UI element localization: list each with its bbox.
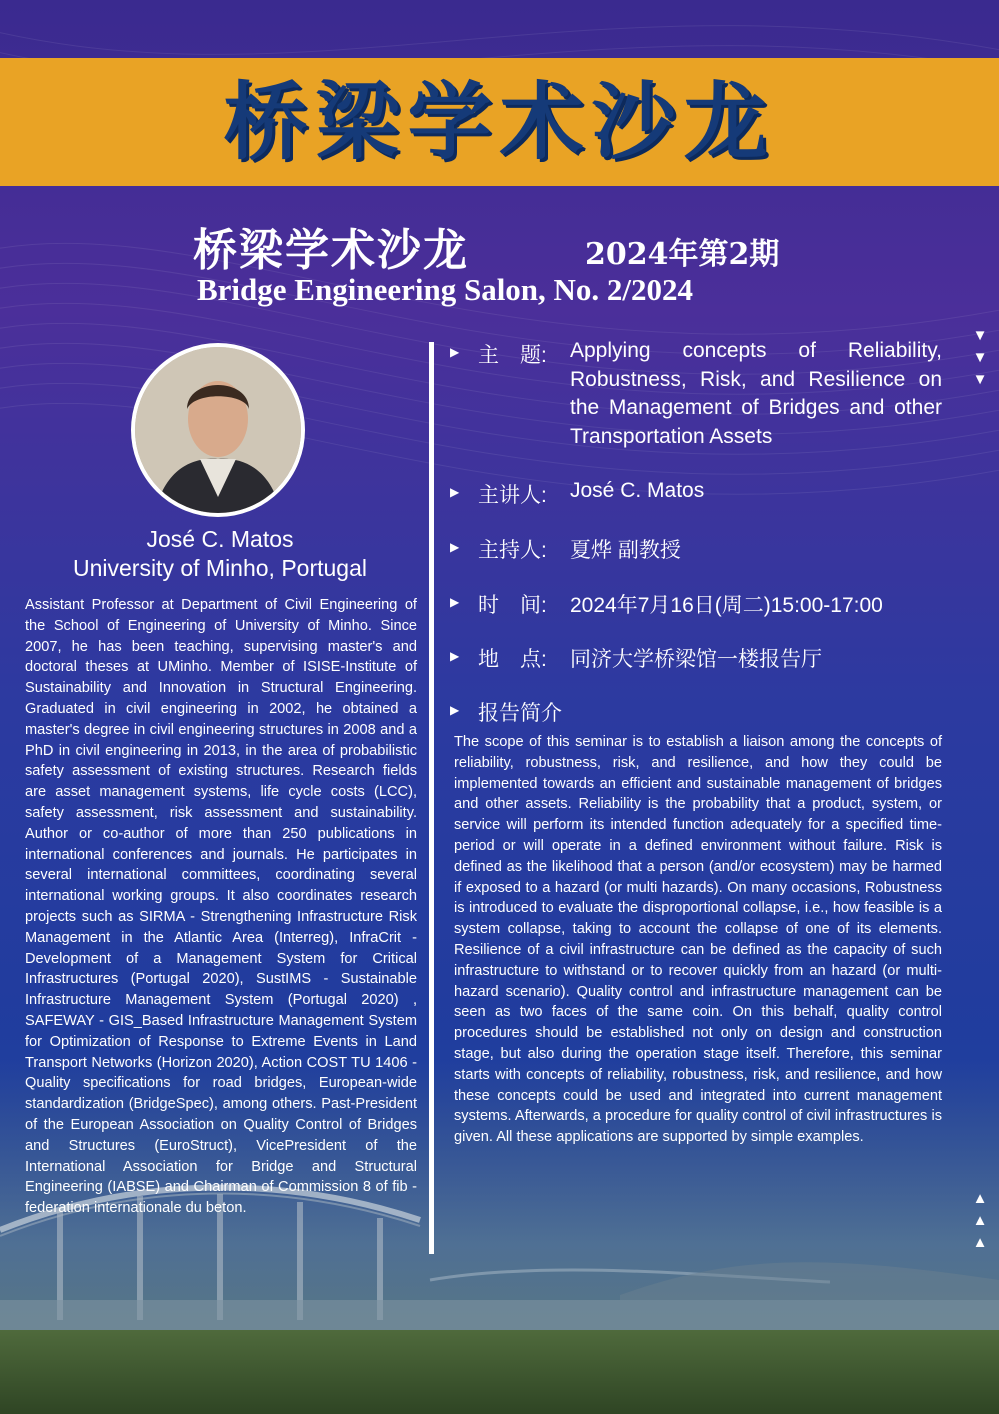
triangle-up-icon: ▲ — [972, 1190, 988, 1207]
speaker-value: José C. Matos — [570, 479, 705, 502]
abstract-label: 报告简介 — [478, 702, 562, 725]
abstract-text: The scope of this seminar is to establish a liaison among the concepts of reliability, robustness, risk, and resilience, and how they could be implemented towards an efficient and sustainable management of bridges and other assets. Reliability is the probability that a product, system, or service will perform its intended function adequately for a specified time-period or will operate in a defined environment without failure. Risk is defined as the likelihood that a person (and/or ecosystem) may be harmed if exposed to a hazard (or multi hazards). On many occasions, Robustness is introduced to evaluate the disproportional collapse, i.e., how feasible is a system collapse, taking to account the collapse of one of its elements. Resilience of a civil infrastructure can be defined as the capacity of such infrastructure to withstand or to recover quickly from an hazard (or multi-hazard scenario). Quality control and infrastructure management can be seen as two faces of the same coin. On this behalf, quality control procedures should be established not only on design and construction stage, but also during the operation stage itself. Therefore, this seminar starts with concepts of reliability, robustness, risk, and resilience, and how these concepts could be used and integrated into current management systems. Afterwards, a procedure for quality control of civil infrastructures is given. All these applications are supported by simple examples. — [454, 734, 942, 1146]
speaker-photo — [131, 343, 305, 517]
speaker-label: 主讲人: — [478, 484, 547, 507]
time-label: 时 间: — [478, 594, 547, 617]
speaker-portrait — [135, 347, 301, 513]
triangle-up-icon: ▲ — [972, 1234, 988, 1251]
down-arrows — [970, 325, 990, 391]
subhead-english: Bridge Engineering Salon, No. 2/2024 — [197, 272, 694, 307]
triangle-down-icon: ▼ — [972, 327, 988, 344]
topic-label: 主 题: — [478, 344, 547, 367]
triangle-up-icon: ▲ — [972, 1212, 988, 1229]
vertical-divider — [429, 342, 434, 1254]
banner-title: 桥梁学术沙龙 — [223, 72, 776, 171]
triangle-right-icon: ▶ — [450, 485, 460, 499]
triangle-right-icon: ▶ — [450, 540, 460, 554]
speaker-name: José C. Matos — [146, 526, 294, 552]
triangle-right-icon: ▶ — [450, 649, 460, 663]
triangle-right-icon: ▶ — [450, 595, 460, 609]
place-label: 地 点: — [478, 648, 547, 671]
triangle-right-icon: ▶ — [450, 703, 460, 717]
speaker-affiliation: University of Minho, Portugal — [72, 555, 367, 581]
host-label: 主持人: — [478, 539, 547, 562]
topic-value: Applying concepts of Reliability, Robustness, Risk, and Resilience on the Management of Bridges and other Transportation Assets — [570, 339, 942, 448]
triangle-down-icon: ▼ — [972, 349, 988, 366]
subhead-issue: 2024年第2期 — [585, 237, 780, 272]
triangle-down-icon: ▼ — [972, 371, 988, 388]
up-arrows — [970, 1188, 990, 1254]
title-banner — [0, 58, 999, 186]
speaker-bio: Assistant Professor at Department of Civil Engineering of the School of Engineering of University of Minho. Since 2007, he has been teaching, supervising master's and doctoral theses at UMinho. Member of ISISE-Institute of Sustainability and Innovation in Structural Engineering. Graduated in civil engineering in 2002, he obtained a master's degree in civil engineering structures in 2008 and a PhD in civil engineering in 2013, in the area of probabilistic safety assessment of existing structures. Research fields are asset management systems, life cycle costs (LCC), safety assessment, risk assessment and sustainability. Author or co-author of more than 250 publications in international conferences and journals. He participates in several international committees, coordinating several international working groups. It also coordinates research projects such as SIRMA - Strengthening Infrastructure Risk Management in the Atlantic Area (Interreg), InfraCrit - Development of a Management System for Critical Infrastructures (Portugal 2020), SustIMS - Sustainable Infrastructure Management System (Portugal 2020) , SAFEWAY - GIS_Based Infrastructure Management System for Optimization of Response to Extreme Events in Land Transport Networks (Horizon 2020), Action COST TU 1406 - Quality specifications for road bridges, European-wide standardization (BridgeSpec), among others. Past-President of the European Association on Quality Control of Bridges and Structures (EuroStruct), VicePresident of the International Association for Bridge and Structural Engineering (IABSE) and Chairman of Commission 8 of fib - federation internationale du beton. — [25, 597, 417, 1217]
triangle-right-icon: ▶ — [450, 345, 460, 359]
place-value: 同济大学桥梁馆一楼报告厅 — [570, 648, 822, 671]
subhead-chinese: 桥梁学术沙龙 — [193, 225, 469, 276]
host-value: 夏烨 副教授 — [570, 539, 681, 562]
time-value: 2024年7月16日(周二)15:00-17:00 — [570, 594, 883, 617]
